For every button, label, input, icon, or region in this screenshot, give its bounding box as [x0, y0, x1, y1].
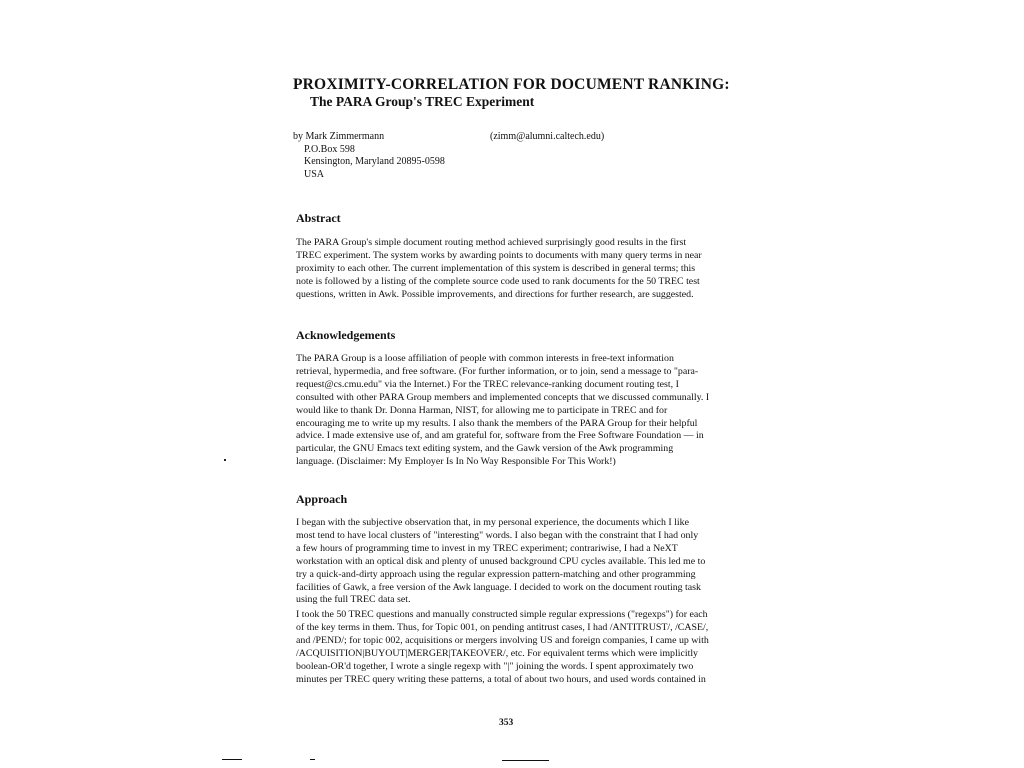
author-address-line: USA [304, 169, 325, 181]
author-byline: by Mark Zimmermann [293, 131, 385, 142]
approach-paragraph [296, 609, 709, 686]
text-line: particular, the GNU Emacs text editing system, and the Gawk version of the Awk programming [296, 443, 674, 455]
section-heading-acknowledgements: Acknowledgements [296, 328, 396, 342]
acknowledgements-paragraph [296, 353, 709, 469]
approach-paragraph [296, 517, 705, 607]
text-line: a few hours of programming time to invest in my TREC experiment; contrariwise, I had a NeXT [296, 542, 678, 554]
text-line: using the full TREC data set. [296, 594, 411, 606]
text-line: try a quick-and-dirty approach using the regular expression pattern-matching and other programming [296, 568, 696, 580]
section-heading-abstract: Abstract [296, 211, 341, 225]
text-line: The PARA Group's simple document routing method achieved surprisingly good results in the first [296, 237, 687, 248]
author-block [293, 131, 445, 182]
text-line: I took the 50 TREC questions and manually constructed simple regular expressions ("regexps") for each [296, 609, 708, 620]
scan-speck [224, 459, 226, 461]
abstract-paragraph [296, 237, 702, 302]
text-line: most tend to have local clusters of "interesting" words. I also began with the constraint that I had only [296, 529, 699, 541]
text-line: would like to thank Dr. Donna Harman, NIST, for allowing me to participate in TREC and for [296, 404, 668, 416]
text-line: language. (Disclaimer: My Employer Is In No Way Responsible For This Work!) [296, 456, 616, 468]
author-address-line: P.O.Box 598 [304, 143, 355, 155]
paper-subtitle: The PARA Group's TREC Experiment [310, 94, 535, 109]
scan-rule [222, 759, 242, 760]
text-line: I began with the subjective observation that, in my personal experience, the documents which I like [296, 517, 689, 528]
section-heading-approach: Approach [296, 492, 348, 506]
text-line: consulted with other PARA Group members and implemented concepts that we discussed communally. I [296, 391, 710, 403]
text-line: The PARA Group is a loose affiliation of people with common interests in free-text information [296, 353, 674, 364]
author-email: (zimm@alumni.caltech.edu) [490, 131, 605, 142]
page-number: 353 [499, 718, 514, 728]
text-line: boolean-OR'd together, I wrote a single regexp with "|" joining the words. I spent approximately two [296, 660, 694, 672]
text-line: advice. I made extensive use of, and am grateful for, software from the Free Software Foundation — in [296, 430, 704, 442]
text-line: note is followed by a listing of the complete source code used to rank documents for the 50 TREC test [296, 275, 700, 287]
text-line: request@cs.cmu.edu" via the Internet.) For the TREC relevance-ranking document routing test, I [296, 378, 679, 390]
text-line: facilities of Gawk, a free version of the Awk language. I decided to work on the document routing task [296, 581, 701, 593]
text-line: minutes per TREC query writing these patterns, a total of about two hours, and used words contained in [296, 673, 706, 685]
text-line: /ACQUISITION|BUYOUT|MERGER|TAKEOVER/, etc. For equivalent terms which were implicitly [296, 647, 698, 659]
scan-rule [502, 760, 549, 761]
scan-rule [310, 759, 315, 760]
text-line: retrieval, hypermedia, and free software. (For further information, or to join, send a message to "para- [296, 365, 699, 377]
text-line: TREC experiment. The system works by awarding points to documents with many query terms in near [296, 249, 702, 261]
paper-title: PROXIMITY-CORRELATION FOR DOCUMENT RANKING: [293, 76, 730, 93]
author-address-line: Kensington, Maryland 20895-0598 [304, 156, 445, 168]
text-line: and /PEND/; for topic 002, acquisitions or mergers involving US and foreign companies, I came up with [296, 634, 709, 646]
text-line: encouraging me to write up my results. I also thank the members of the PARA Group for their helpful [296, 417, 698, 429]
text-line: questions, written in Awk. Possible improvements, and directions for further research, are suggested. [296, 288, 694, 300]
text-line: proximity to each other. The current implementation of this system is described in general terms; this [296, 262, 696, 274]
text-line: workstation with an optical disk and plenty of unused background CPU cycles available. This led me to [296, 555, 706, 567]
text-line: of the key terms in them. Thus, for Topic 001, on pending antitrust cases, I had /ANTITRUST/, /CASE/, [296, 621, 709, 633]
